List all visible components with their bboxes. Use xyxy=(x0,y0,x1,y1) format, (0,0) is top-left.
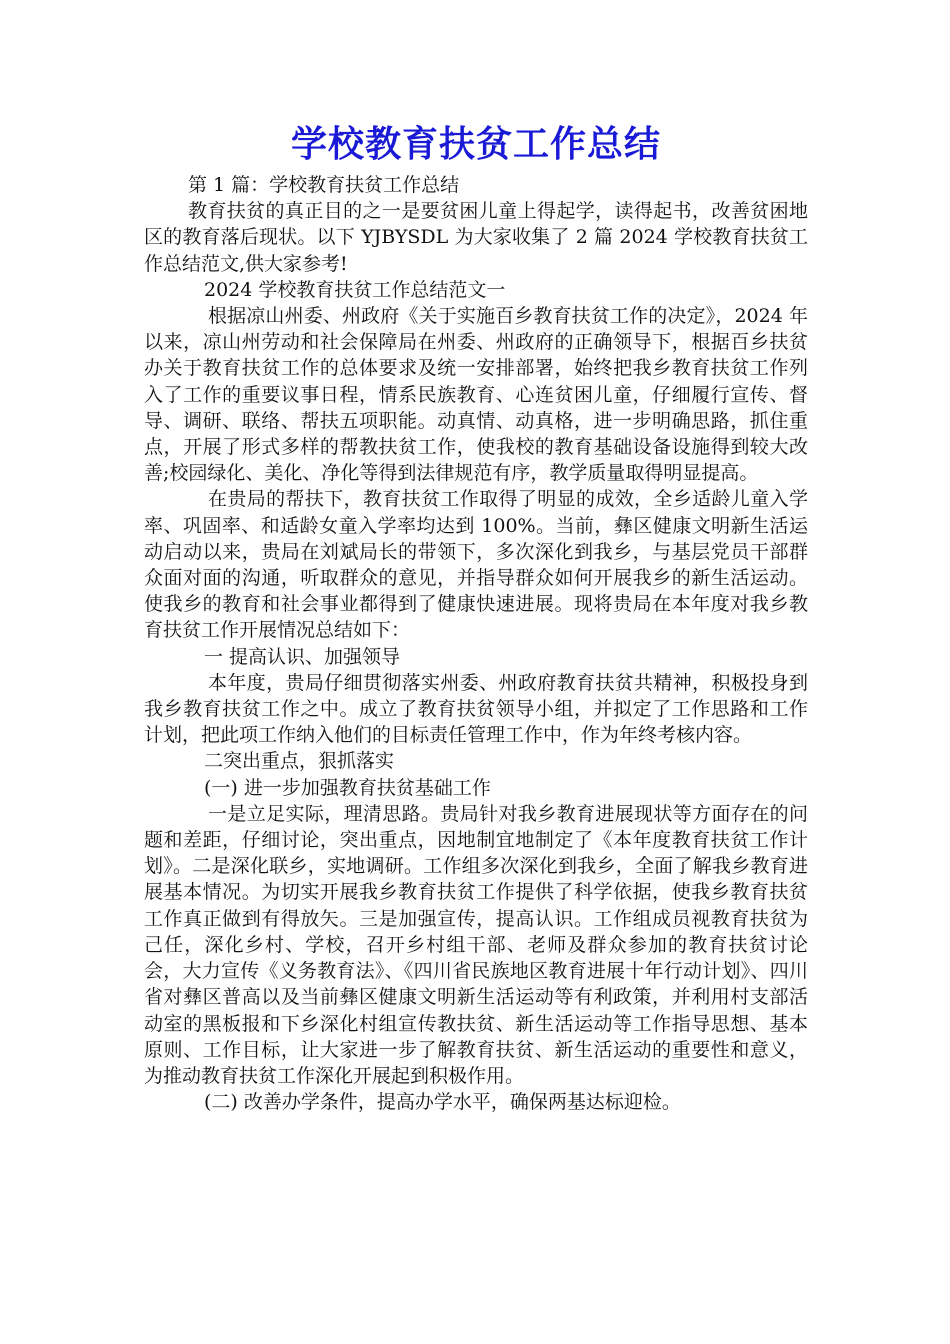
paragraph-part-heading: 第 1 篇：学校教育扶贫工作总结 xyxy=(188,174,460,196)
paragraph-intro: 教育扶贫的真正目的之一是要贫困儿童上得起学，读得起书，改善贫困地区的教育落后现状。以下 YJBYSDL 为大家收集了 2 篇 2024 学校教育扶贫工作总结范文,供大家参考! xyxy=(144,200,808,275)
document-title: 学校教育扶贫工作总结 xyxy=(290,124,661,165)
paragraph-essay-heading: 2024 学校教育扶贫工作总结范文一 xyxy=(204,278,506,301)
subsection-heading-1: (一) 进一步加强教育扶贫基础工作 xyxy=(204,776,491,799)
subsection-heading-2: (二) 改善办学条件，提高办学水平，确保两基达标迎检。 xyxy=(204,1091,681,1114)
paragraph-background: 根据凉山州委、州政府《关于实施百乡教育扶贫工作的决定》，2024 年以来，凉山州劳动和社会保障局在州委、州政府的正确领导下，根据百乡扶贫办关于教育扶贫工作的总体要求及统一安排部署，始终把我乡教育扶贫工作列入了工作的重要议事日程，情系民族教育、心连贫困儿童，仔细履行宣传、督导、调研、联络、帮扶五项职能。动真情、动真格，进一步明确思路，抓住重点，开展了形式多样的帮教扶贫工作，使我校的教育基础设备设施得到较大改善;校园绿化、美化、净化等得到法律规范有序，教学质量取得明显提高。 xyxy=(144,305,808,485)
section-heading-1: 一 提高认识、加强领导 xyxy=(204,645,401,668)
document-page xyxy=(144,120,808,1115)
paragraph-subsection-1: 一是立足实际，理清思路。贵局针对我乡教育进展现状等方面存在的问题和差距，仔细讨论，突出重点，因地制宜地制定了《本年度教育扶贫工作计划》。二是深化联乡，实地调研。工作组多次深化到我乡，全面了解我乡教育进展基本情况。为切实开展我乡教育扶贫工作提供了科学依据，使我乡教育扶贫工作真正做到有得放矢。三是加强宣传，提高认识。工作组成员视教育扶贫为己任，深化乡村、学校，召开乡村组干部、老师及群众参加的教育扶贫讨论会，大力宣传《义务教育法》、《四川省民族地区教育进展十年行动计划》、四川省对彝区普高以及当前彝区健康文明新生活运动等有利政策，并利用村支部活动室的黑板报和下乡深化村组宣传教扶贫、新生活运动等工作指导思想、基本原则、工作目标，让大家进一步了解教育扶贫、新生活运动的重要性和意义，为推动教育扶贫工作深化开展起到积极作用。 xyxy=(144,802,808,1087)
paragraph-section-1: 本年度，贵局仔细贯彻落实州委、州政府教育扶贫共精神，积极投身到我乡教育扶贫工作之中。成立了教育扶贫领导小组，并拟定了工作思路和工作计划，把此项工作纳入他们的目标责任管理工作中，作为年终考核内容。 xyxy=(144,671,808,747)
section-heading-2: 二突出重点，狠抓落实 xyxy=(204,750,395,773)
paragraph-achievements: 在贵局的帮扶下，教育扶贫工作取得了明显的成效，全乡适龄儿童入学率、巩固率、和适龄女童入学率均达到 100%。当前，彝区健康文明新生活运动启动以来，贵局在刘斌局长的带领下，多次深化到我乡，与基层党员干部群众面对面的沟通，听取群众的意见，并指导群众如何开展我乡的新生活运动。使我乡的教育和社会事业都得到了健康快速进展。现将贵局在本年度对我乡教育扶贫工作开展情况总结如下： xyxy=(144,488,808,642)
